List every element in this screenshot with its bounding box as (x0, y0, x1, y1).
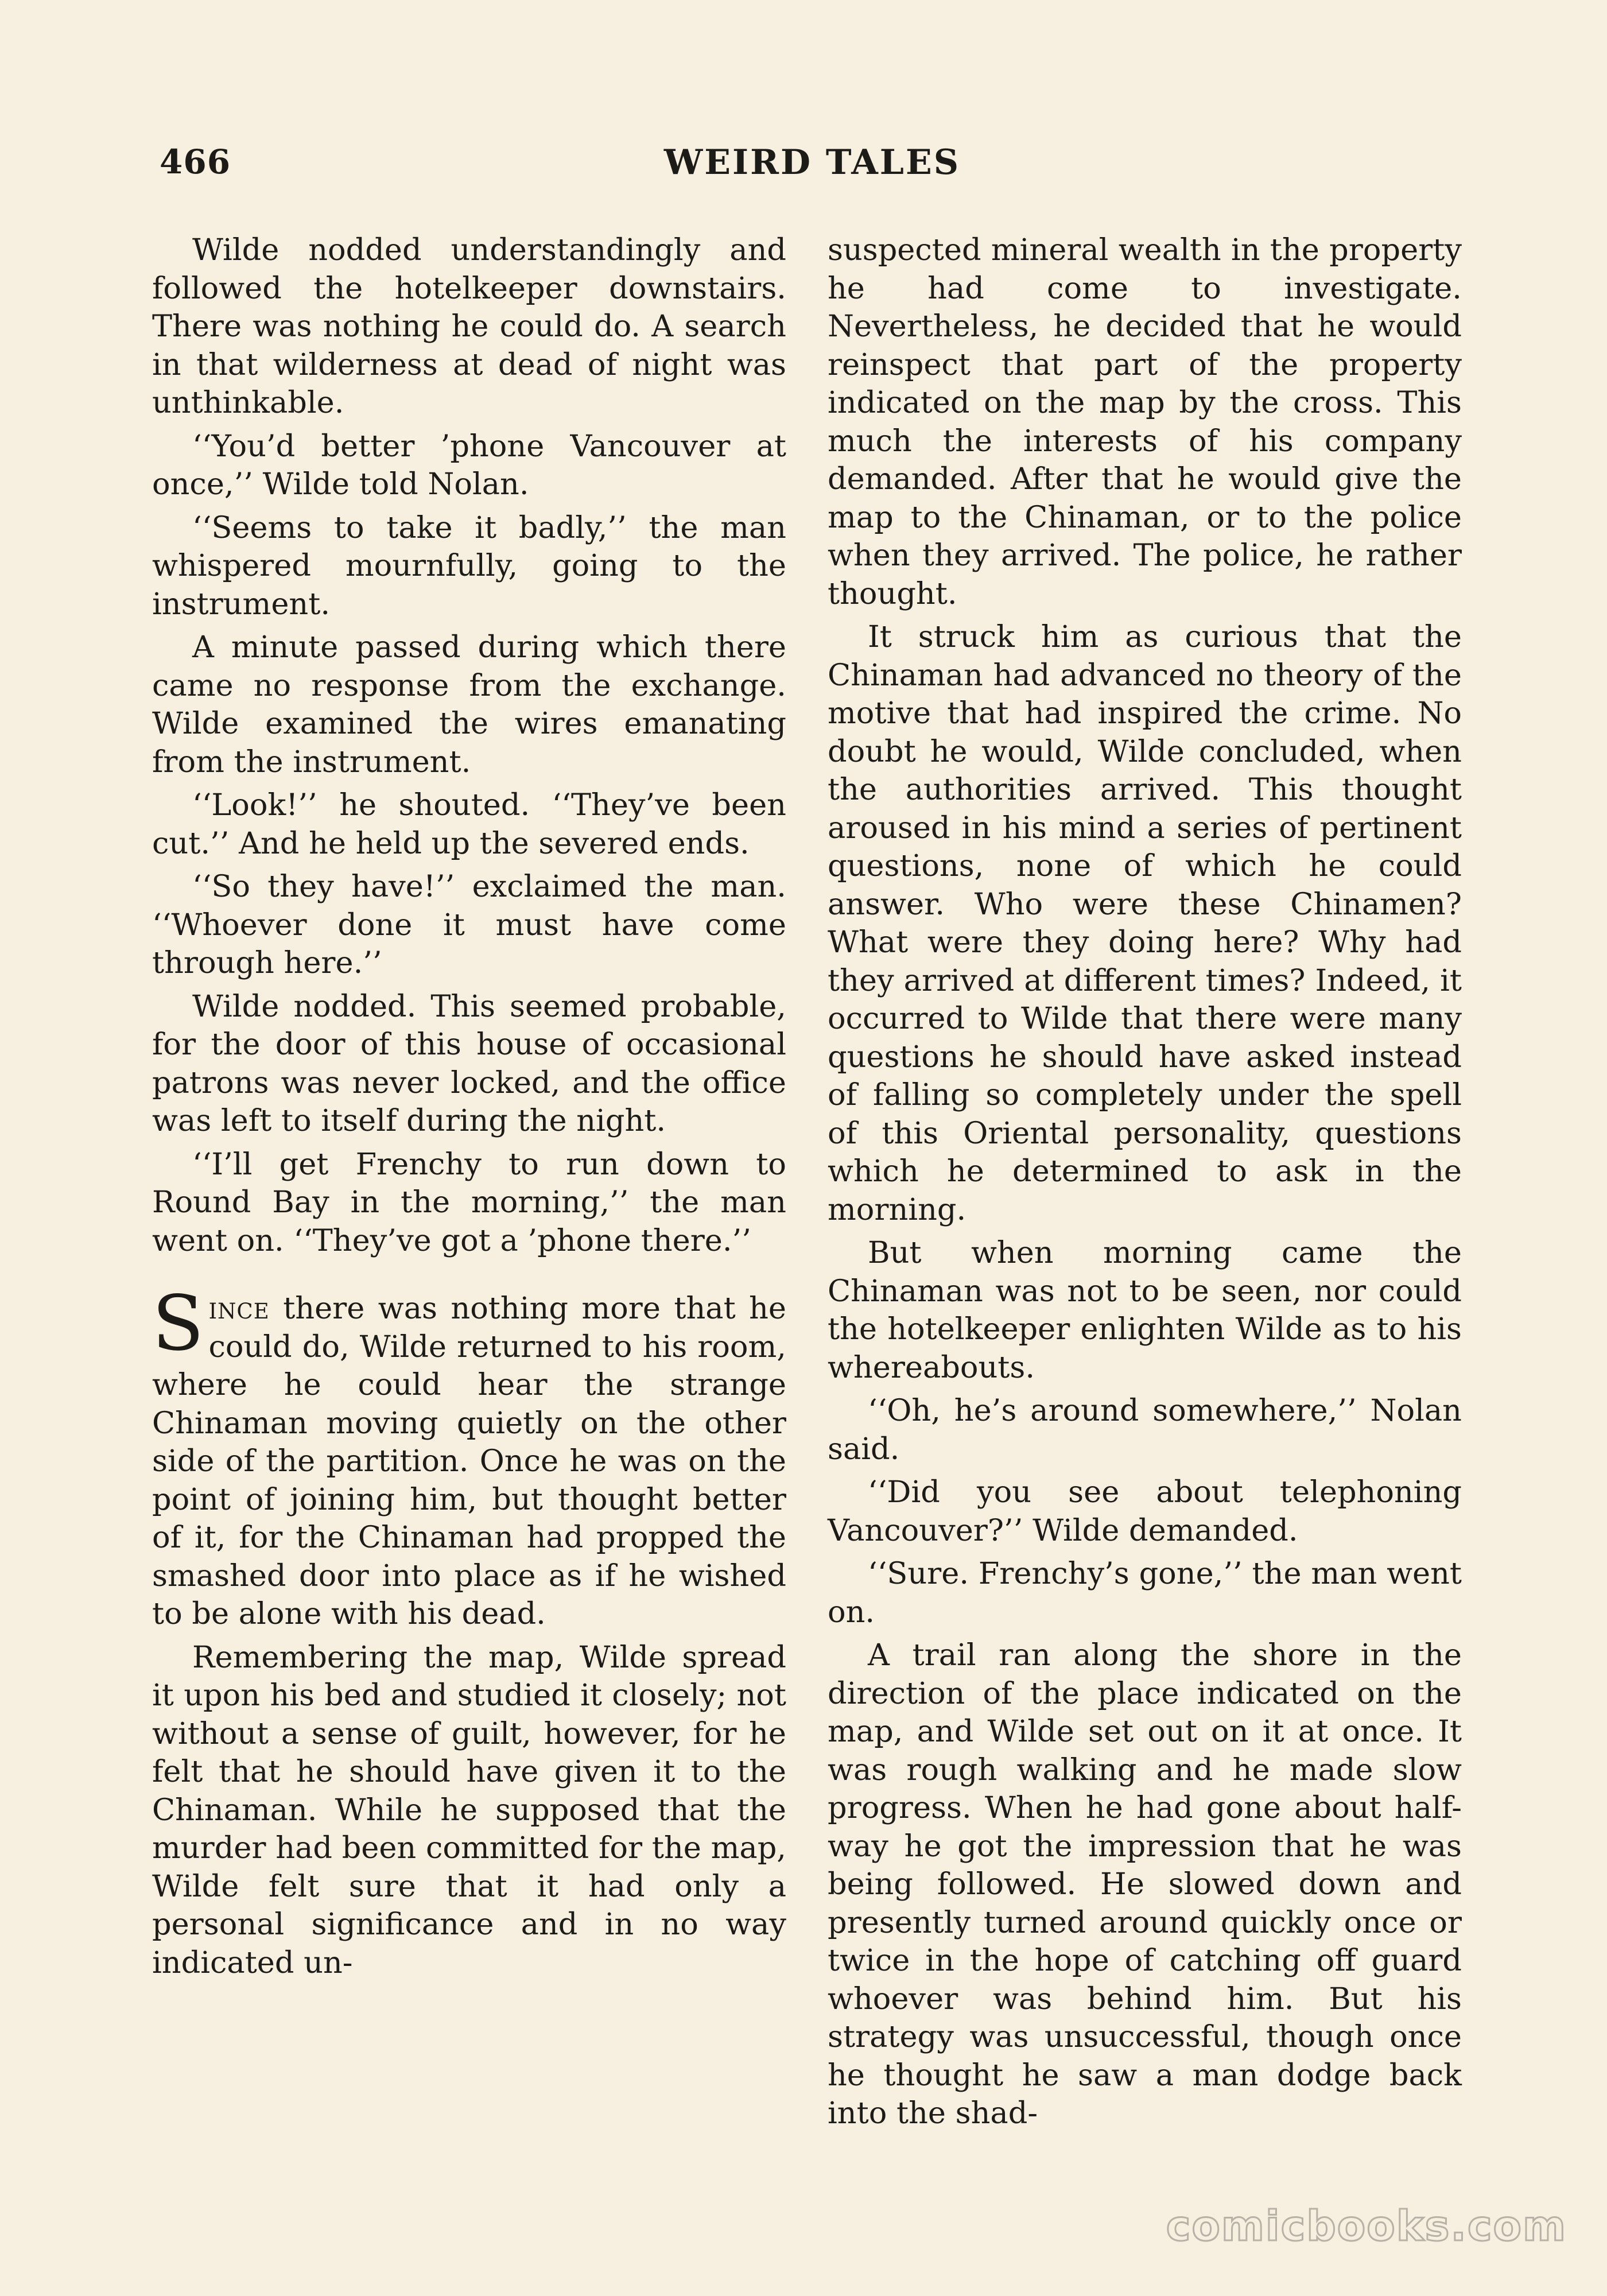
paragraph: It struck him as curious that the Chinaman had advanced no theory of the motive that had inspired the crime. No doubt he would, Wilde concluded, when the authorities arrived. This thought aroused in his mind a series of pertinent questions, none of which he could answer. Who were these Chinamen? What were they doing here? Why had they arrived at different times? Indeed, it occurred to Wilde that there were many questions he should have asked instead of falling so completely under the spell of this Oriental personality, questions which he determined to ask in the morning. (828, 619, 1462, 1227)
paragraph: ‘‘I’ll get Frenchy to run down to Round Bay in the morning,’’ the man went on. ‘‘They’ve got a ’phone there.’’ (152, 1146, 786, 1258)
small-caps-lead: ince (208, 1291, 270, 1326)
paragraph: But when morning came the Chinaman was not to be seen, nor could the hotelkeeper enlighten Wilde as to his whereabouts. (828, 1235, 1462, 1385)
paragraph: A trail ran along the shore in the direction of the place indicated on the map, and Wilde set out on it at once. It was rough walking and he made slow progress. When he had gone about half-way he got the impression that he was being followed. He slowed down and presently turned around quickly once or twice in the hope of catching off guard whoever was behind him. But his strategy was unsuccessful, though once he thought he saw a man dodge back into the shad- (828, 1638, 1462, 2131)
section-opening-paragraph (152, 1279, 786, 1634)
paragraph: ‘‘Oh, he’s around somewhere,’’ Nolan said. (828, 1393, 1462, 1467)
paragraph: ‘‘You’d better ’phone Vancouver at once,’’ Wilde told Nolan. (152, 428, 786, 502)
paragraph: A minute passed during which there came no response from the exchange. Wilde examined the wires emanating from the instrument. (152, 630, 786, 779)
paragraph: Wilde nodded understandingly and followed the hotelkeeper downstairs. There was nothing he could do. A search in that wilderness at dead of night was unthinkable. (152, 232, 786, 420)
page-number: 466 (160, 142, 231, 181)
paragraph: ‘‘So they have!’’ exclaimed the man. ‘‘Whoever done it must have come through here.’’ (152, 869, 786, 980)
paragraph: ‘‘Look!’’ he shouted. ‘‘They’ve been cut.’’ And he held up the severed ends. (152, 788, 786, 861)
paragraph: ‘‘Seems to take it badly,’’ the man whispered mournfully, going to the instrument. (152, 510, 786, 622)
right-column (828, 231, 1462, 2138)
paragraph: Wilde nodded. This seemed probable, for the door of this house of occasional patrons was never locked, and the office was left to itself during the night. (152, 988, 786, 1138)
section-text: there was nothing more that he could do, Wilde returned to his room, where he could hear the strange Chinaman moving quietly on the other side of the partition. Once he was on the point of joining him, but thought better of it, for the Chinaman had propped the smashed door into place as if he wished to be alone with his dead. (152, 1291, 786, 1631)
paragraph: Remembering the map, Wilde spread it upon his bed and studied it closely; not without a sense of guilt, however, for he felt that he should have given it to the Chinaman. While he supposed that the murder had been committed for the map, Wilde felt sure that it had only a personal significance and in no way indicated un- (152, 1639, 786, 1980)
drop-cap: S (152, 1279, 204, 1368)
running-head: WEIRD TALES (663, 142, 961, 183)
paragraph: ‘‘Sure. Frenchy’s gone,’’ the man went on. (828, 1556, 1462, 1630)
paragraph: ‘‘Did you see about telephoning Vancouver?’’ Wilde demanded. (828, 1475, 1462, 1548)
left-column (152, 231, 786, 1987)
watermark-logo: comicbooks.com (1166, 2202, 1567, 2250)
continued-paragraph: suspected mineral wealth in the property he had come to investigate. Nevertheless, he decided that he would reinspect that part of the property indicated on the map by the cross. This much the interests of his company demanded. After that he would give the map to the Chinaman, or to the police when they arrived. The police, he rather thought. (828, 232, 1462, 611)
